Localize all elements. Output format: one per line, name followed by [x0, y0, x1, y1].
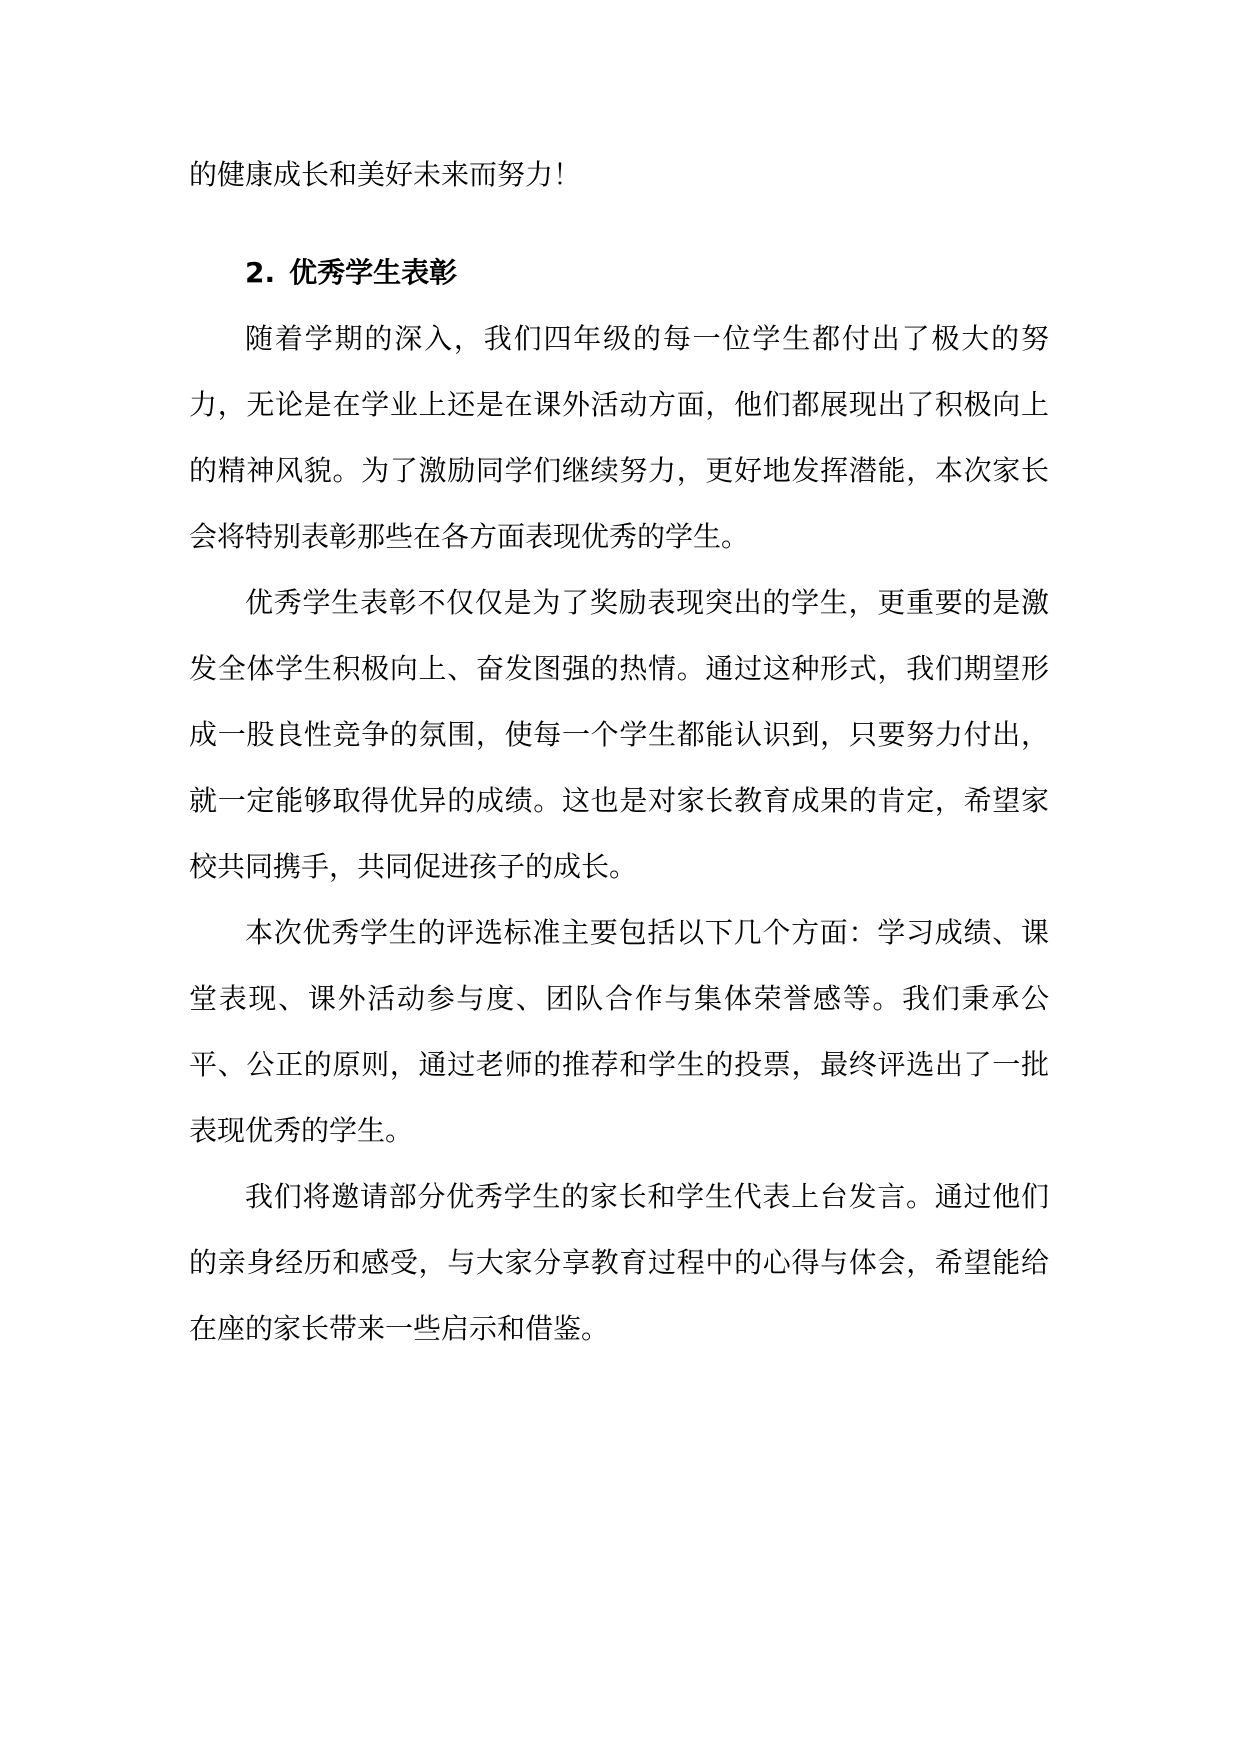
section-title: 优秀学生表彰: [289, 256, 458, 289]
paragraph-3: 本次优秀学生的评选标准主要包括以下几个方面：学习成绩、课堂表现、课外活动参与度、团队合作与集体荣誉感等。我们秉承公平、公正的原则，通过老师的推荐和学生的投票，最终评选出了一批表现优秀的学生。: [189, 916, 1049, 1147]
paragraph-1: 随着学期的深入，我们四年级的每一位学生都付出了极大的努力，无论是在学业上还是在课外活动方面，他们都展现出了积极向上的精神风貌。为了激励同学们继续努力，更好地发挥潜能，本次家长会将特别表彰那些在各方面表现优秀的学生。: [189, 322, 1049, 553]
section-number: 2.: [245, 256, 276, 289]
section-heading: [189, 208, 1049, 306]
paragraph-4: 我们将邀请部分优秀学生的家长和学生代表上台发言。通过他们的亲身经历和感受，与大家分享教育过程中的心得与体会，希望能给在座的家长带来一些启示和借鉴。: [189, 1180, 1049, 1345]
continuation-paragraph: 的健康成长和美好未来而努力！: [189, 158, 582, 191]
document-body: [189, 142, 1049, 1362]
paragraph-2: 优秀学生表彰不仅仅是为了奖励表现突出的学生，更重要的是激发全体学生积极向上、奋发图强的热情。通过这种形式，我们期望形成一股良性竞争的氛围，使每一个学生都能认识到，只要努力付出，就一定能够取得优异的成绩。这也是对家长教育成果的肯定，希望家校共同携手，共同促进孩子的成长。: [189, 586, 1049, 883]
